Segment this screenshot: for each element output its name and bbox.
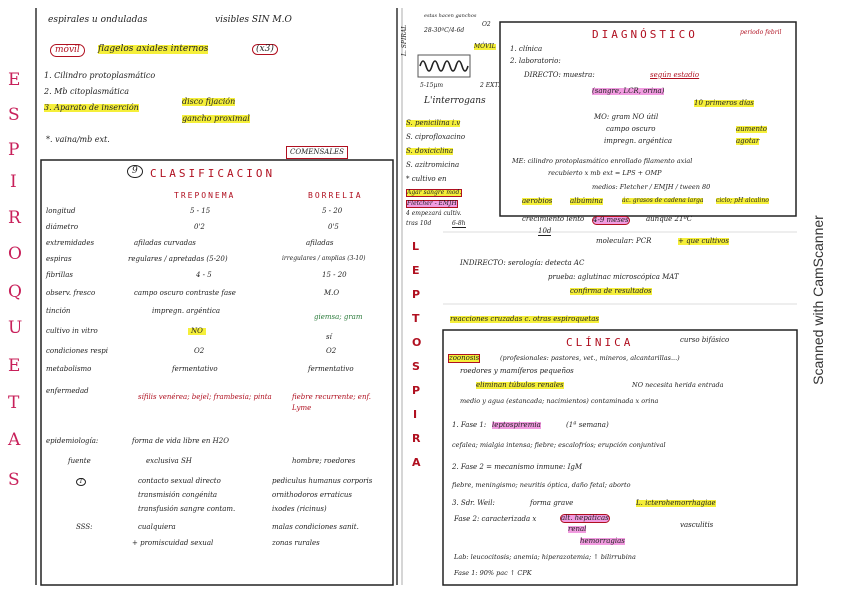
row-value-treponema: 4 - 5 [196, 271, 212, 279]
row-value-treponema: campo oscuro contraste fase [134, 289, 236, 297]
section-number: 9 [127, 165, 143, 178]
side-letter: T [8, 393, 20, 413]
row-value-treponema: 5 - 15 [190, 207, 211, 215]
diag-highlight: ác. grasos de cadena larga [622, 197, 704, 204]
sss-treponema: + promiscuidad sexual [132, 539, 214, 547]
side-letter: S [8, 470, 20, 490]
row-value-borrelia: M.O [324, 289, 340, 297]
diagnostico-title: DIAGNÓSTICO [592, 28, 698, 41]
row-value-treponema: sífilis venérea; bejel; frambesia; pinta [138, 393, 272, 401]
transmission-icon: T [76, 478, 86, 486]
epidemiologia-label: epidemiología: [46, 437, 99, 445]
side-letter: P [412, 288, 421, 301]
side-letter: U [8, 318, 23, 338]
note-line: 2. Mb citoplasmática [44, 87, 130, 96]
row-label: diámetro [46, 223, 79, 231]
side-letter: L [412, 240, 420, 253]
clinica-line: fiebre, meningismo; neuritis óptica, daño fetal; aborto [452, 481, 631, 489]
clinica-line: Fase 1: 90% pac ↑ CPK [454, 569, 532, 577]
diag-item: prueba: aglutinac microscópica MAT [548, 273, 679, 281]
diag-highlight: aumento [736, 125, 767, 133]
row-value-borrelia: 5 - 20 [322, 207, 343, 215]
diag-item: medios: Fletcher / EMJH / tween 80 [592, 183, 711, 191]
clinica-line: NO necesita herida entrada [632, 381, 724, 389]
clinica-title: CLÍNICA [566, 336, 634, 349]
diag-item: aunque 21ºC [646, 215, 693, 223]
diag-highlight: ciclo; pH alcalino [716, 197, 769, 204]
row-label: espiras [46, 255, 72, 263]
diag-highlight: albúmina [570, 197, 603, 205]
row-label: tinción [46, 307, 71, 315]
sss-borrelia: zonas rurales [272, 539, 320, 547]
movil-note: MÓVIL [474, 43, 496, 50]
note-line: visibles SIN M.O [215, 15, 292, 25]
sss-treponema: cualquiera [138, 523, 176, 531]
note-line: 28-30ºC/4-6d [424, 27, 465, 34]
side-letter: P [412, 384, 421, 397]
clinica-line: Lab: leucocitosis; anemia; hiperazotemia; ↑ bilirrubina [454, 553, 636, 561]
clinica-line: vasculitis [680, 521, 714, 529]
culture-item: 4 empezará cultiv. [406, 210, 462, 217]
diag-highlight: aerobios [522, 197, 553, 205]
trans-treponema: contacto sexual directo [138, 477, 221, 485]
row-value-borrelia: O2 [326, 347, 337, 355]
note-line: 2 EXT. [480, 82, 500, 89]
periodo-tag: periodo febril [740, 29, 782, 36]
side-letter: E [8, 70, 21, 90]
row-value-borrelia: fermentativo [308, 365, 354, 373]
row-value-borrelia: afiladas [306, 239, 334, 247]
side-letter: O [8, 244, 22, 264]
treatment-item: * cultivo en [406, 175, 447, 183]
clinica-line: 2. Fase 2 = mecanismo inmune: IgM [452, 463, 583, 471]
trans-treponema: transfusión sangre contam. [138, 505, 236, 513]
fuente-treponema: exclusiva SH [146, 457, 192, 465]
borrelia-header: BORRELIA [308, 191, 363, 200]
note-line: 3. Aparato de inserción [44, 103, 139, 112]
row-value-borrelia: fiebre recurrente; enf. Lyme [292, 393, 372, 413]
side-letter: S [8, 105, 20, 125]
row-label: extremidades [46, 239, 95, 247]
culture-time: 6-8h [452, 220, 466, 227]
row-label: longitud [46, 207, 76, 215]
side-letter: O [412, 336, 422, 349]
row-value-treponema: regulares / apretadas (5-20) [128, 255, 228, 263]
treatment-item: S. ciprofloxacino [406, 133, 466, 141]
trans-borrelia: ornithodoros erraticus [272, 491, 352, 499]
clinica-line: 1. Fase 1: [452, 421, 487, 429]
note-line: *. vaina/mb ext. [46, 135, 110, 144]
diag-item: campo oscuro [606, 125, 656, 133]
clasificacion-title: CLASIFICACION [150, 167, 276, 180]
diag-item: 1. clínica [510, 45, 543, 53]
diag-highlight: (sangre, LCR, orina) [592, 87, 665, 95]
side-letter: I [10, 172, 17, 192]
row-value-treponema: afiladas curvadas [134, 239, 196, 247]
zoonosis-tag: zoonosis [449, 354, 480, 362]
diag-item: ME: cilindro protoplasmático enrollado filamento axial [512, 157, 693, 165]
diag-highlight: + que cultivos [678, 237, 729, 245]
culture-item: tras 10d [406, 220, 432, 227]
treatment-item: S. doxiciclina [406, 147, 454, 155]
note-line: L. SPIRAL [401, 24, 408, 56]
clinica-line: roedores y mamíferos pequeños [460, 367, 574, 375]
side-letter: Q [8, 282, 22, 302]
side-letter: R [8, 208, 21, 228]
trans-treponema: transmisión congénita [138, 491, 218, 499]
treatment-item: S. penicilina i.v [406, 119, 461, 127]
row-value-treponema: NO [188, 328, 206, 335]
sss-label: SSS: [76, 523, 93, 531]
diag-highlight: agotar [736, 137, 760, 145]
diag-item: 10d [538, 227, 552, 235]
note-line: 5-15µm [420, 82, 444, 89]
epidemiologia-text: forma de vida libre en H2O [132, 437, 229, 445]
row-value-treponema: impregn. argéntica [152, 307, 221, 315]
diag-item: MO: gram NO útil [594, 113, 659, 121]
culture-item: Agar sangre mod. [407, 189, 462, 196]
diag-item: crecimiento lento [522, 215, 585, 223]
trans-borrelia: ixodes (ricinus) [272, 505, 327, 513]
note-line: gancho proximal [182, 114, 250, 123]
row-value-treponema: 0'2 [194, 223, 205, 231]
diag-item: molecular: PCR [596, 237, 652, 245]
note-line: O2 [482, 21, 491, 28]
clinica-highlight: alt. hepáticas [561, 514, 609, 522]
camscanner-watermark: Scanned with CamScanner [810, 215, 826, 385]
side-letter: A [8, 430, 21, 450]
clinica-highlight: hemorragias [580, 537, 625, 545]
movil-tag: móvil [50, 44, 85, 57]
side-letter: R [412, 432, 421, 445]
diag-item: DIRECTO: muestra: [524, 71, 595, 79]
fuente-borrelia: hombre; roedores [292, 457, 356, 465]
row-label: observ. fresco [46, 289, 96, 297]
row-value-borrelia: sí [326, 333, 332, 341]
row-value-treponema: O2 [194, 347, 205, 355]
diag-item: 2. laboratorio: [510, 57, 561, 65]
clinica-line: Fase 2: caracterizada x [454, 515, 537, 523]
diag-item: INDIRECTO: serología: detecta AC [460, 259, 585, 267]
row-value-borrelia: irregulares / amplias (3-10) [282, 255, 366, 262]
row-label: metabolismo [46, 365, 92, 373]
trans-borrelia: pediculus humanus corporis [272, 477, 373, 485]
side-letter: A [412, 456, 421, 469]
note-line: espirales u onduladas [48, 15, 148, 25]
sss-borrelia: malas condiciones sanit. [272, 523, 359, 531]
diag-highlight: reacciones cruzadas c. otras espiroquetas [450, 315, 599, 323]
diag-highlight: 10 primeros días [694, 99, 754, 107]
treponema-header: TREPONEMA [174, 191, 236, 200]
clinica-subtitle: curso bifásico [680, 336, 730, 344]
row-value-treponema: fermentativo [172, 365, 218, 373]
row-label: condiciones respi [46, 347, 109, 355]
flagelos-note: flagelos axiales internos [98, 44, 209, 54]
row-label: fibrillas [46, 271, 73, 279]
fuente-label: fuente [68, 457, 91, 465]
row-value-borrelia: 0'5 [328, 223, 339, 231]
side-letter: T [412, 312, 420, 325]
culture-item: Fletcher - EMJH [407, 200, 457, 207]
diag-highlight: según estadio [650, 71, 700, 79]
note-line: estas hacen ganchos [424, 13, 477, 19]
diag-highlight: 4-9 meses [593, 216, 629, 224]
note-line: disco fijación [182, 97, 236, 106]
side-letter: P [8, 140, 20, 160]
clinica-highlight: leptospiremia [492, 421, 541, 429]
diag-item: recubierto x mb ext = LPS + OMP [548, 169, 662, 177]
side-letter: E [8, 356, 21, 376]
row-label: cultivo in vitro [46, 327, 98, 335]
row-value-borrelia: 15 - 20 [322, 271, 347, 279]
clinica-highlight: L. icterohemorrhagiae [636, 499, 716, 507]
side-letter: S [412, 360, 420, 373]
row-value-borrelia: giemsa; gram [314, 313, 363, 321]
clinica-highlight: renal [568, 525, 587, 533]
side-letter: I [413, 408, 418, 421]
flagelos-count: (x3) [252, 44, 278, 55]
note-line: 1. Cilindro protoplasmático [44, 71, 156, 80]
diag-highlight: confirma de resultados [570, 287, 652, 295]
clinica-line: cefalea; mialgia intensa; fiebre; escalofríos; erupción conjuntival [452, 441, 666, 449]
diag-item: impregn. argéntica [604, 137, 673, 145]
clinica-highlight: eliminan túbulos renales [476, 381, 564, 389]
treatment-item: S. azitromicina [406, 161, 460, 169]
clinica-line: forma grave [530, 499, 574, 507]
interrogans-heading: L'interrogans [424, 96, 486, 106]
row-label: enfermedad [46, 387, 89, 395]
clinica-line: medio y agua (estancada; nacimientos) contaminada x orina [460, 397, 659, 405]
clinica-line: (1ª semana) [566, 421, 609, 429]
side-letter: E [412, 264, 420, 277]
clinica-line: 3. Sdr. Weil: [452, 499, 495, 507]
clinica-line: (profesionales: pastores, vet., mineros, alcantarillas...) [500, 354, 680, 362]
comensales-tag: COMENSALES [286, 146, 348, 159]
